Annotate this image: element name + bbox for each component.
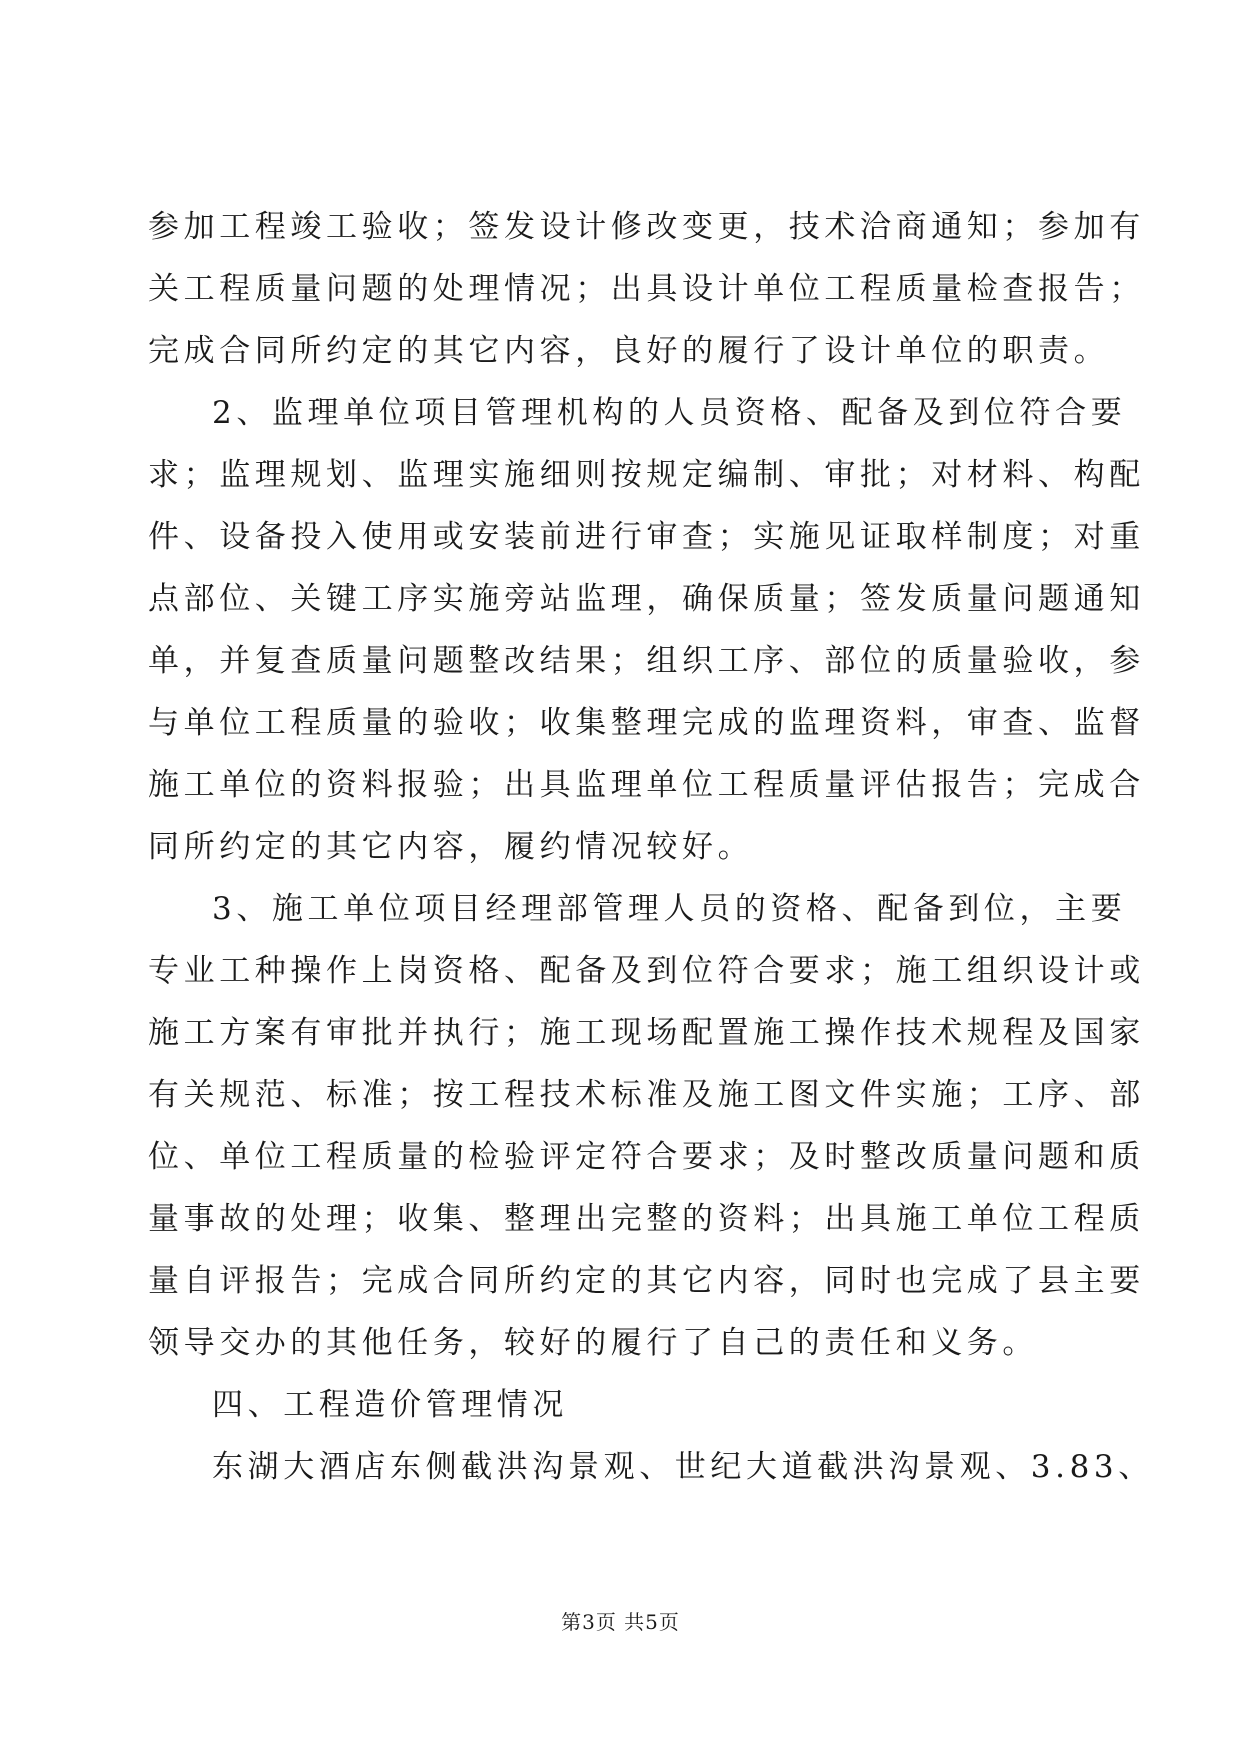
text-line: 量事故的处理；收集、整理出完整的资料；出具施工单位工程质 xyxy=(148,1201,1145,1237)
text-line: 施工单位的资料报验；出具监理单位工程质量评估报告；完成合 xyxy=(148,767,1145,803)
paragraph-start-line: 东湖大酒店东侧截洪沟景观、世纪大道截洪沟景观、3.83、 xyxy=(212,1449,1154,1485)
paragraph-start-line: 2、监理单位项目管理机构的人员资格、配备及到位符合要 xyxy=(212,395,1127,431)
section-heading: 四、工程造价管理情况 xyxy=(212,1387,568,1423)
text-line: 完成合同所约定的其它内容，良好的履行了设计单位的职责。 xyxy=(148,333,1110,369)
text-line: 关工程质量问题的处理情况；出具设计单位工程质量检查报告； xyxy=(148,271,1145,307)
text-line: 与单位工程质量的验收；收集整理完成的监理资料，审查、监督 xyxy=(148,705,1145,741)
text-line: 点部位、关键工序实施旁站监理，确保质量；签发质量问题通知 xyxy=(148,581,1145,617)
page-footer: 第3页 共5页 xyxy=(561,1610,680,1634)
paragraph-start-line: 3、施工单位项目经理部管理人员的资格、配备到位，主要 xyxy=(212,891,1127,927)
text-line: 量自评报告；完成合同所约定的其它内容，同时也完成了县主要 xyxy=(148,1263,1145,1299)
text-line: 单，并复查质量问题整改结果；组织工序、部位的质量验收，参 xyxy=(148,643,1145,679)
text-line: 专业工种操作上岗资格、配备及到位符合要求；施工组织设计或 xyxy=(148,953,1145,989)
text-line: 参加工程竣工验收；签发设计修改变更，技术洽商通知；参加有 xyxy=(148,209,1145,245)
text-line: 求；监理规划、监理实施细则按规定编制、审批；对材料、构配 xyxy=(148,457,1145,493)
document-body xyxy=(148,196,1154,1498)
text-line: 件、设备投入使用或安装前进行审查；实施见证取样制度；对重 xyxy=(148,519,1145,555)
text-line: 施工方案有审批并执行；施工现场配置施工操作技术规程及国家 xyxy=(148,1015,1145,1051)
text-line: 领导交办的其他任务，较好的履行了自己的责任和义务。 xyxy=(148,1325,1038,1361)
text-line: 有关规范、标准；按工程技术标准及施工图文件实施；工序、部 xyxy=(148,1077,1145,1113)
text-line: 位、单位工程质量的检验评定符合要求；及时整改质量问题和质 xyxy=(148,1139,1145,1175)
text-line: 同所约定的其它内容，履约情况较好。 xyxy=(148,829,754,865)
